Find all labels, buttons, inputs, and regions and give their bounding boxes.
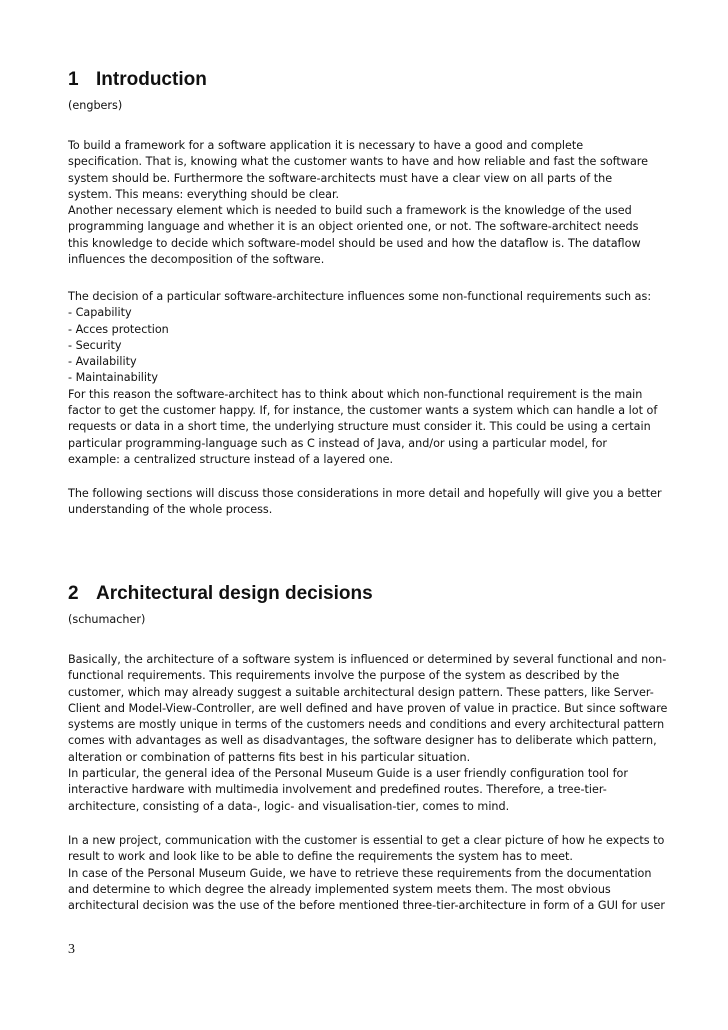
section-1-author: (engbers) <box>68 99 123 112</box>
text-line: In a new project, communication with the customer is essential to get a clear picture of how he expects to <box>68 834 665 847</box>
text-line: The following sections will discuss those considerations in more detail and hopefully will give you a better <box>68 487 662 500</box>
text-line: requests or data in a short time, the underlying structure must consider it. This could be using a certain <box>68 420 651 434</box>
section-2-paragraph-1 <box>68 652 668 815</box>
text-line: example: a centralized structure instead of a layered one. <box>68 452 394 466</box>
text-line: Basically, the architecture of a software system is influenced or determined by several functional and non- <box>68 653 667 666</box>
text-line: understanding of the whole process. <box>68 503 273 517</box>
text-line: architecture, consisting of a data-, logic- and visualisation-tier, comes to mind. <box>68 799 510 813</box>
text-line: functional requirements. This requirements involve the purpose of the system as described by the <box>68 669 620 683</box>
section-1-heading <box>68 68 207 92</box>
text-line: - Acces protection <box>68 322 169 336</box>
text-line: The decision of a particular software-architecture influences some non-functional requirements such as: <box>68 290 652 303</box>
section-2-paragraph-2 <box>68 833 668 914</box>
section-2-number: 2 <box>68 583 79 604</box>
text-line: particular programming-language such as C instead of Java, and/or using a particular model, for <box>68 436 608 450</box>
page-number: 3 <box>68 942 75 957</box>
text-line: - Availability <box>68 355 137 369</box>
text-line: In case of the Personal Museum Guide, we have to retrieve these requirements from the documentation <box>68 866 652 880</box>
text-line: In particular, the general idea of the Personal Museum Guide is a user friendly configuration tool for <box>68 767 628 781</box>
text-line: - Security <box>68 338 122 352</box>
text-line: Client and Model-View-Controller, are well defined and have proven of value in practice. But since software <box>68 701 668 715</box>
text-line: systems are mostly unique in terms of the customers needs and conditions and every architectural pattern <box>68 718 665 732</box>
text-line: and determine to which degree the already implemented system meets them. The most obvious <box>68 882 611 896</box>
text-line: Another necessary element which is needed to build such a framework is the knowledge of the used <box>68 204 632 218</box>
text-line: - Capability <box>68 306 132 320</box>
section-2-author: (schumacher) <box>68 613 146 626</box>
section-2-title: Architectural design decisions <box>96 583 373 604</box>
section-1-paragraph-1 <box>68 138 668 268</box>
text-line: customer, which may already suggest a suitable architectural design pattern. These patters, like Server- <box>68 685 654 699</box>
section-1-title: Introduction <box>96 69 207 90</box>
text-line: interactive hardware with multimedia involvement and predefined routes. Therefore, a tree-tier- <box>68 783 607 797</box>
text-line: To build a framework for a software application it is necessary to have a good and complete <box>68 139 584 152</box>
text-line: alteration or combination of patterns fits best in his particular situation. <box>68 750 471 764</box>
text-line: system should be. Furthermore the software-architects must have a clear view on all parts of the <box>68 171 613 185</box>
section-1-number: 1 <box>68 69 79 90</box>
text-line: architectural decision was the use of the before mentioned three-tier-architecture in form of a GUI for user <box>68 899 665 913</box>
section-1-paragraph-2 <box>68 289 668 468</box>
text-line: result to work and look like to be able to define the requirements the system has to meet. <box>68 850 573 864</box>
text-line: specification. That is, knowing what the customer wants to have and how reliable and fast the software <box>68 155 649 169</box>
text-line: programming language and whether it is an object oriented one, or not. The software-architect needs <box>68 220 639 234</box>
text-line: comes with advantages as well as disadvantages, the software designer has to deliberate which pattern, <box>68 734 657 748</box>
section-1-paragraph-3 <box>68 486 668 519</box>
text-line: factor to get the customer happy. If, for instance, the customer wants a system which can handle a lot of <box>68 404 658 418</box>
text-line: this knowledge to decide which software-model should be used and how the dataflow is. The dataflow <box>68 236 641 250</box>
text-line: influences the decomposition of the software. <box>68 253 325 267</box>
text-line: - Maintainability <box>68 371 159 385</box>
text-line: For this reason the software-architect has to think about which non-functional requirement is the main <box>68 387 643 401</box>
text-line: system. This means: everything should be clear. <box>68 187 340 201</box>
section-2-heading <box>68 582 373 606</box>
